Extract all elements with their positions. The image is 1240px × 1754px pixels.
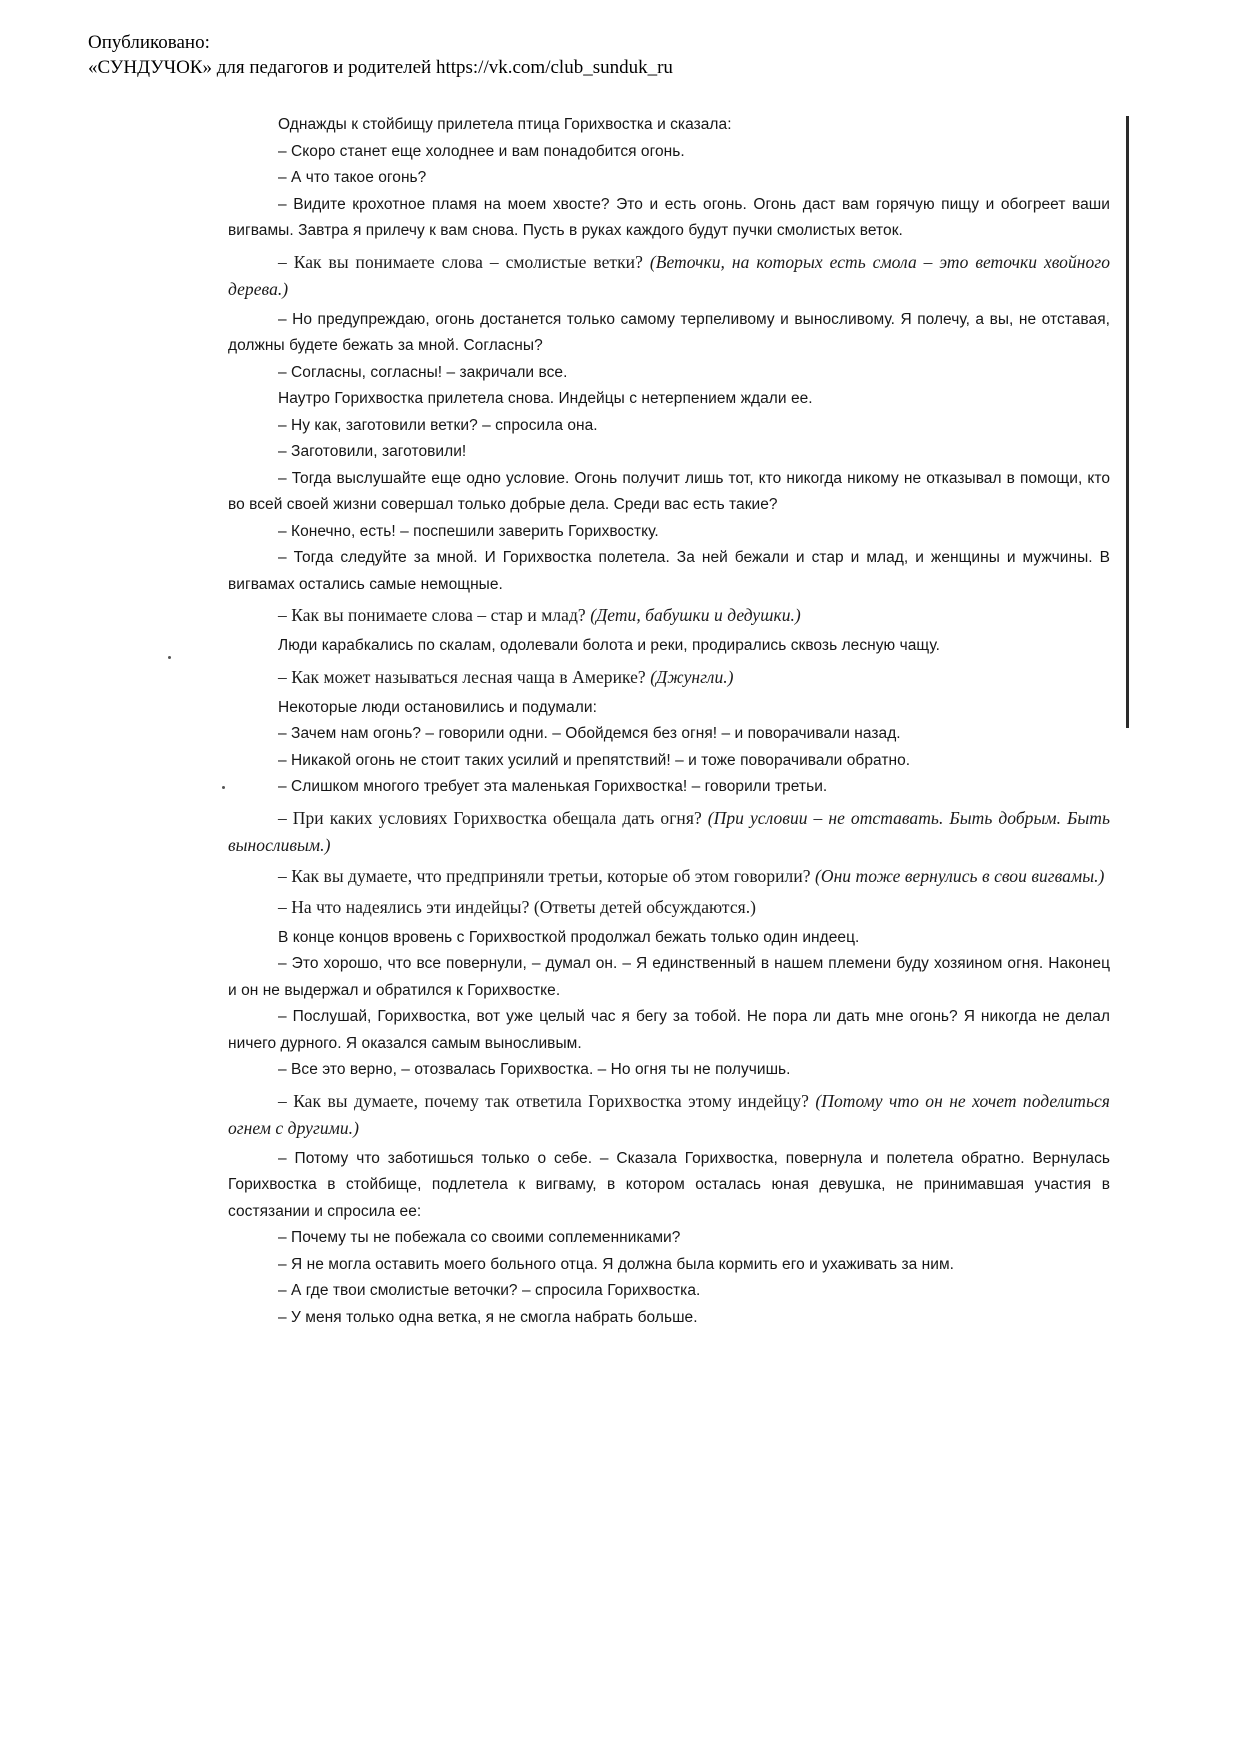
- expected-answer: (Потому что он не хочет поделиться огнем с другими.): [228, 1090, 1110, 1138]
- question-text: – Как вы понимаете слова – стар и млад?: [278, 605, 586, 625]
- teacher-question: [228, 805, 1110, 859]
- expected-answer: (Дети, бабушки и дедушки.): [590, 605, 801, 625]
- scan-speck: [168, 656, 171, 659]
- teacher-question: [228, 863, 1110, 890]
- story-paragraph: Некоторые люди остановились и подумали:: [278, 698, 597, 716]
- expected-answer: (При условии – не отставать. Быть добрым. Быть выносливым.): [228, 807, 1110, 855]
- teacher-question: [228, 249, 1110, 303]
- teacher-question: [228, 894, 1110, 921]
- publication-source: «СУНДУЧОК» для педагогов и родителей https://vk.com/club_sunduk_ru: [88, 57, 673, 78]
- publication-label: Опубликовано:: [88, 32, 210, 53]
- teacher-question: [228, 664, 1110, 691]
- story-paragraph: – Никакой огонь не стоит таких усилий и препятствий! – и тоже поворачивали обратно.: [278, 751, 911, 769]
- story-paragraph: Люди карабкались по скалам, одолевали болота и реки, продирались сквозь лесную чащу.: [278, 637, 940, 654]
- expected-answer: (Джунгли.): [650, 666, 734, 687]
- story-paragraph: – Тогда следуйте за мной. И Горихвостка полетела. За ней бежали и стар и млад, и женщины и мужчины. В вигвамах остались самые немощные.: [228, 549, 1110, 593]
- story-paragraph: – Я не могла оставить моего больного отца. Я должна была кормить его и ухаживать за ним.: [278, 1255, 955, 1273]
- story-paragraph: Однажды к стойбищу прилетела птица Горихвостка и сказала:: [278, 116, 732, 133]
- story-paragraph: – Послушай, Горихвостка, вот уже целый час я бегу за тобой. Не пора ли дать мне огонь? Я никогда не делал ничего дурного. Я оказался самым выносливым.: [228, 1008, 1110, 1052]
- story-paragraph: – Тогда выслушайте еще одно условие. Огонь получит лишь тот, кто никогда никому не отказывал в помощи, кто во всей своей жизни совершал только добрые дела. Среди вас есть такие?: [228, 469, 1110, 513]
- question-text: – На что надеялись эти индейцы? (Ответы детей обсуждаются.): [278, 896, 757, 917]
- story-paragraph: – У меня только одна ветка, я не смогла набрать больше.: [278, 1308, 698, 1326]
- story-paragraph: – Зачем нам огонь? – говорили одни. – Обойдемся без огня! – и поворачивали назад.: [278, 725, 901, 742]
- story-paragraph: – Видите крохотное пламя на моем хвосте? Это и есть огонь. Огонь даст вам горячую пищу и обогреет ваши вигвамы. Завтра я прилечу к вам снова. Пусть в руках каждого будут пучки смолистых веток.: [228, 195, 1110, 239]
- story-paragraph: – Конечно, есть! – поспешили заверить Горихвостку.: [278, 522, 659, 540]
- expected-answer: (Веточки, на которых есть смола – это веточки хвойного дерева.): [228, 251, 1110, 299]
- question-text: – При каких условиях Горихвостка обещала дать огня?: [278, 807, 702, 828]
- question-text: – Как вы понимаете слова – смолистые ветки?: [278, 251, 643, 272]
- story-paragraph: – Слишком многого требует эта маленькая Горихвостка! – говорили третьи.: [278, 778, 828, 795]
- story-paragraph: – Почему ты не побежала со своими соплеменниками?: [278, 1229, 681, 1246]
- story-paragraph: – А где твои смолистые веточки? – спросила Горихвостка.: [278, 1282, 701, 1299]
- teacher-question: [228, 602, 1110, 629]
- story-paragraph: – Заготовили, заготовили!: [278, 443, 467, 460]
- story-paragraph: – А что такое огонь?: [278, 169, 427, 186]
- scanned-story-text: [228, 112, 1110, 1331]
- question-text: – Как вы думаете, что предприняли третьи, которые об этом говорили?: [278, 865, 811, 886]
- scan-speck: [222, 786, 225, 789]
- story-paragraph: – Согласны, согласны! – закричали все.: [278, 363, 568, 381]
- question-text: – Как может называться лесная чаща в Америке?: [278, 666, 646, 687]
- publication-header: [88, 30, 673, 80]
- story-paragraph: – Но предупреждаю, огонь достанется только самому терпеливому и выносливому. Я полечу, а вы, не отставая, должны будете бежать за мной. Согласны?: [228, 310, 1110, 354]
- story-paragraph: В конце концов вровень с Горихвосткой продолжал бежать только один индеец.: [278, 928, 860, 946]
- story-paragraph: – Ну как, заготовили ветки? – спросила она.: [278, 416, 598, 434]
- scan-page-edge: [1126, 116, 1129, 728]
- story-paragraph: – Скоро станет еще холоднее и вам понадобится огонь.: [278, 142, 685, 160]
- question-text: – Как вы думаете, почему так ответила Горихвостка этому индейцу?: [278, 1090, 809, 1111]
- story-paragraph: Наутро Горихвостка прилетела снова. Индейцы с нетерпением ждали ее.: [278, 390, 813, 407]
- story-paragraph: – Все это верно, – отозвалась Горихвостка. – Но огня ты не получишь.: [278, 1061, 791, 1078]
- teacher-question: [228, 1088, 1110, 1142]
- expected-answer: (Они тоже вернулись в свои вигвамы.): [815, 865, 1105, 886]
- story-paragraph: – Это хорошо, что все повернули, – думал он. – Я единственный в нашем племени буду хозяином огня. Наконец и он не выдержал и обратился к Горихвостке.: [228, 955, 1110, 999]
- story-paragraph: – Потому что заботишься только о себе. – Сказала Горихвостка, повернула и полетела обратно. Вернулась Горихвостка в стойбище, подлетела к вигваму, в котором осталась юная девушка, не принимавшая участия в состязании и спросила ее:: [228, 1149, 1110, 1220]
